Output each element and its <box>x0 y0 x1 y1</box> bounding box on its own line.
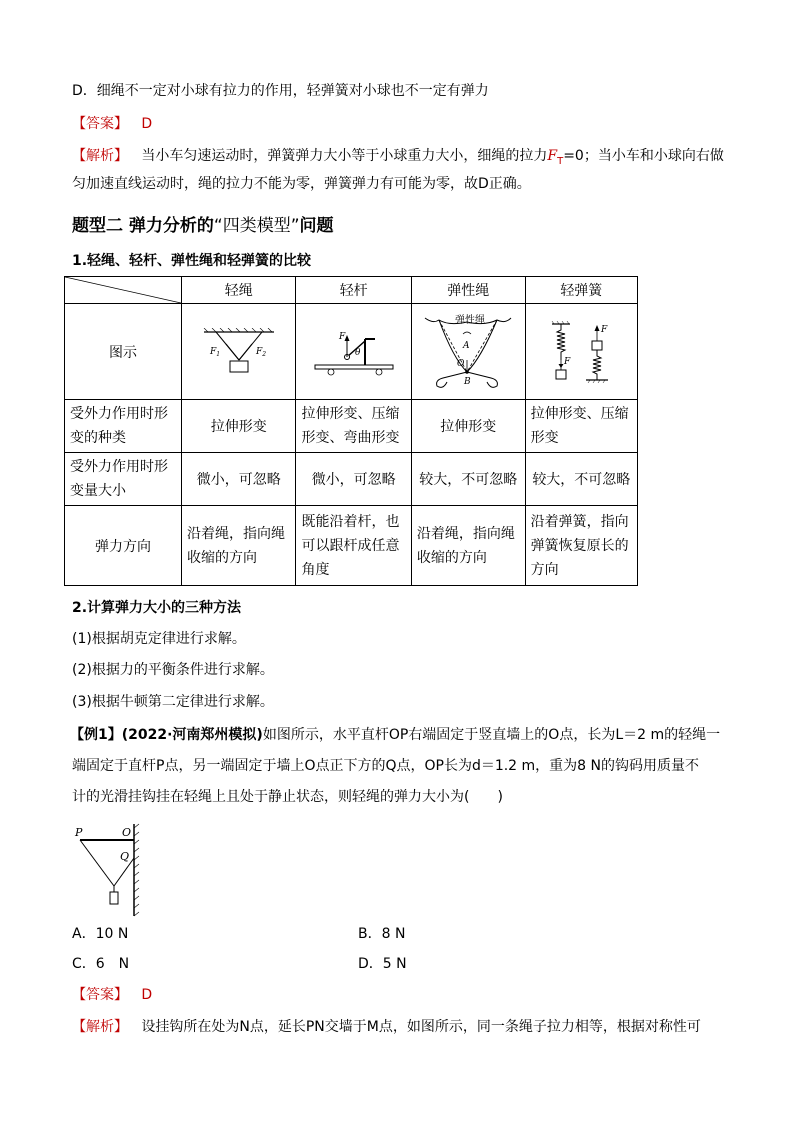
header-diagonal-cell <box>65 277 182 304</box>
table-row-type <box>65 400 638 453</box>
example-analysis-line <box>72 1017 701 1037</box>
example-line-2: 端固定于直杆P点，另一端固定于墙上O点正下方的Q点，OP长为d＝1.2 m，重为8 N的钩码用质量不 <box>72 758 700 774</box>
example-answer-line <box>72 985 152 1005</box>
row-label-direction: 弹力方向 <box>65 506 182 586</box>
answer-line <box>72 114 152 134</box>
type-spring <box>525 400 637 453</box>
fig-point-o: O <box>122 826 132 839</box>
diagonal-line <box>65 277 181 303</box>
type-elastic: 拉伸形变 <box>411 400 525 453</box>
point-a-label: A <box>463 340 470 351</box>
example-tag: 【例1】 <box>70 727 122 743</box>
type-rod-l2: 形变、弯曲形变 <box>301 430 400 446</box>
spring-diagram <box>546 320 616 384</box>
f1-sub: 1 <box>215 350 220 358</box>
dir-rod <box>296 506 411 586</box>
example-analysis-text: 设挂钩所在处为N点，延长PN交墙于M点，如图所示，同一条绳子拉力相等，根据对称性可 <box>141 1019 701 1035</box>
size-rod: 微小，可忽略 <box>296 453 411 506</box>
f2-sub: 2 <box>261 350 266 358</box>
row-label-type <box>65 400 182 453</box>
type-rope: 拉伸形变 <box>182 400 296 453</box>
analysis-text-b: =0；当小车和小球向右做 <box>563 148 724 164</box>
elastic-rope-diagram <box>419 312 517 392</box>
rod-diagram <box>311 327 397 377</box>
rope-diagram <box>202 328 276 376</box>
answer-tag: 【答案】 <box>72 116 128 132</box>
analysis-text-a: 当小车匀速运动时，弹簧弹力大小等于小球重力大小，细绳的拉力 <box>141 148 548 164</box>
dir-rope <box>182 506 296 586</box>
dir-spring-l2: 弹簧恢复原长的 <box>530 537 629 554</box>
header-light-rod: 轻杆 <box>296 277 411 304</box>
dir-spring-l3: 方向 <box>530 561 559 578</box>
method-1: (1)根据胡克定律进行求解。 <box>72 631 246 647</box>
dir-elastic-l1: 沿着绳，指向绳 <box>416 525 515 542</box>
header-light-rope: 轻绳 <box>182 277 296 304</box>
row-label-type-l2: 变的种类 <box>70 430 126 446</box>
dir-elastic <box>411 506 525 586</box>
f1-label: F <box>209 346 216 357</box>
example-analysis-tag: 【解析】 <box>72 1019 128 1035</box>
option-c[interactable]: C．6 N <box>72 956 130 972</box>
section-title-c: 问题 <box>299 216 334 236</box>
size-elastic: 较大，不可忽略 <box>411 453 525 506</box>
method-3: (3)根据牛顿第二定律进行求解。 <box>72 694 274 710</box>
example-source: (2022·河南郑州模拟) <box>121 727 263 743</box>
rod-force-label: F <box>338 331 345 342</box>
table-row-size <box>65 453 638 506</box>
example-text-1: 如图所示，水平直杆OP右端固定于竖直墙上的O点，长为L＝2 m的轻绳一 <box>262 727 721 743</box>
spring-down-force-label: F <box>564 356 571 367</box>
f2-label: F <box>255 346 262 357</box>
dir-rope-l1: 沿着绳，指向绳 <box>187 525 285 542</box>
row-label-diagram: 图示 <box>65 304 182 400</box>
size-rope: 微小，可忽略 <box>182 453 296 506</box>
comparison-table <box>64 276 638 586</box>
table-header-row <box>65 277 638 304</box>
row-label-size-l2: 变量大小 <box>70 483 126 499</box>
dir-elastic-l2: 收缩的方向 <box>416 549 487 566</box>
type-spring-l1: 拉伸形变、压缩 <box>530 406 629 422</box>
dir-spring <box>525 506 637 586</box>
section-title-b: “四类模型” <box>213 216 300 236</box>
table-row-direction <box>65 506 638 586</box>
type-spring-l2: 形变 <box>530 430 559 446</box>
diagram-cell-spring <box>525 304 637 400</box>
point-o-label: O <box>457 358 465 369</box>
dir-rope-l2: 收缩的方向 <box>187 549 257 566</box>
diagram-cell-rod <box>296 304 411 400</box>
option-d[interactable]: D．5 N <box>358 956 407 972</box>
point-b-label: B <box>464 376 471 387</box>
analysis-tag: 【解析】 <box>72 148 128 164</box>
example-answer-tag: 【答案】 <box>72 987 128 1003</box>
spring-up-force-label: F <box>601 324 608 335</box>
dir-rod-l1: 既能沿着杆，也 <box>301 513 400 530</box>
method-2: (2)根据力的平衡条件进行求解。 <box>72 662 274 678</box>
dir-spring-l1: 沿着弹簧，指向 <box>530 513 629 530</box>
elastic-rope-label: 弹性绳 <box>455 314 486 326</box>
diagram-cell-elastic <box>411 304 525 400</box>
force-subscript: T <box>557 155 564 167</box>
dir-rod-l2: 可以跟杆成任意 <box>301 537 400 554</box>
answer-value: D <box>141 116 153 132</box>
type-rod <box>296 400 411 453</box>
example-figure <box>72 818 154 918</box>
analysis-line-1 <box>72 146 724 172</box>
row-label-type-l1: 受外力作用时形 <box>70 406 168 422</box>
example-answer-value: D <box>141 987 153 1003</box>
section-title <box>72 214 334 238</box>
fig-point-p: P <box>75 826 83 839</box>
diagram-cell-rope <box>182 304 296 400</box>
theta-label: θ <box>354 347 361 358</box>
subheading-comparison: 1.轻绳、轻杆、弹性绳和轻弹簧的比较 <box>72 253 312 269</box>
type-rod-l1: 拉伸形变、压缩 <box>301 406 400 422</box>
option-a[interactable]: A．10 N <box>72 926 129 942</box>
example-line-3: 计的光滑挂钩挂在轻绳上且处于静止状态，则轻绳的弹力大小为( ) <box>72 789 503 805</box>
size-spring: 较大，不可忽略 <box>525 453 637 506</box>
row-label-size-l1: 受外力作用时形 <box>70 459 168 475</box>
analysis-line-2: 匀加速直线运动时，绳的拉力不能为零，弹簧弹力有可能为零，故D正确。 <box>72 176 531 192</box>
dir-rod-l3: 角度 <box>301 561 330 578</box>
section-title-a: 题型二 弹力分析的 <box>72 216 214 236</box>
force-symbol: F <box>547 148 558 164</box>
row-label-size <box>65 453 182 506</box>
example-line-1 <box>70 725 720 745</box>
subheading-methods: 2.计算弹力大小的三种方法 <box>72 600 242 616</box>
svg-text:F1 <box>209 347 220 358</box>
table-row-diagram <box>65 304 638 400</box>
svg-text:F2 <box>255 347 266 358</box>
header-light-spring: 轻弹簧 <box>525 277 637 304</box>
header-elastic-rope: 弹性绳 <box>411 277 525 304</box>
option-d-text: D．细绳不一定对小球有拉力的作用，轻弹簧对小球也不一定有弹力 <box>72 83 489 99</box>
option-b[interactable]: B．8 N <box>358 926 406 942</box>
fig-point-q: Q <box>120 850 130 863</box>
